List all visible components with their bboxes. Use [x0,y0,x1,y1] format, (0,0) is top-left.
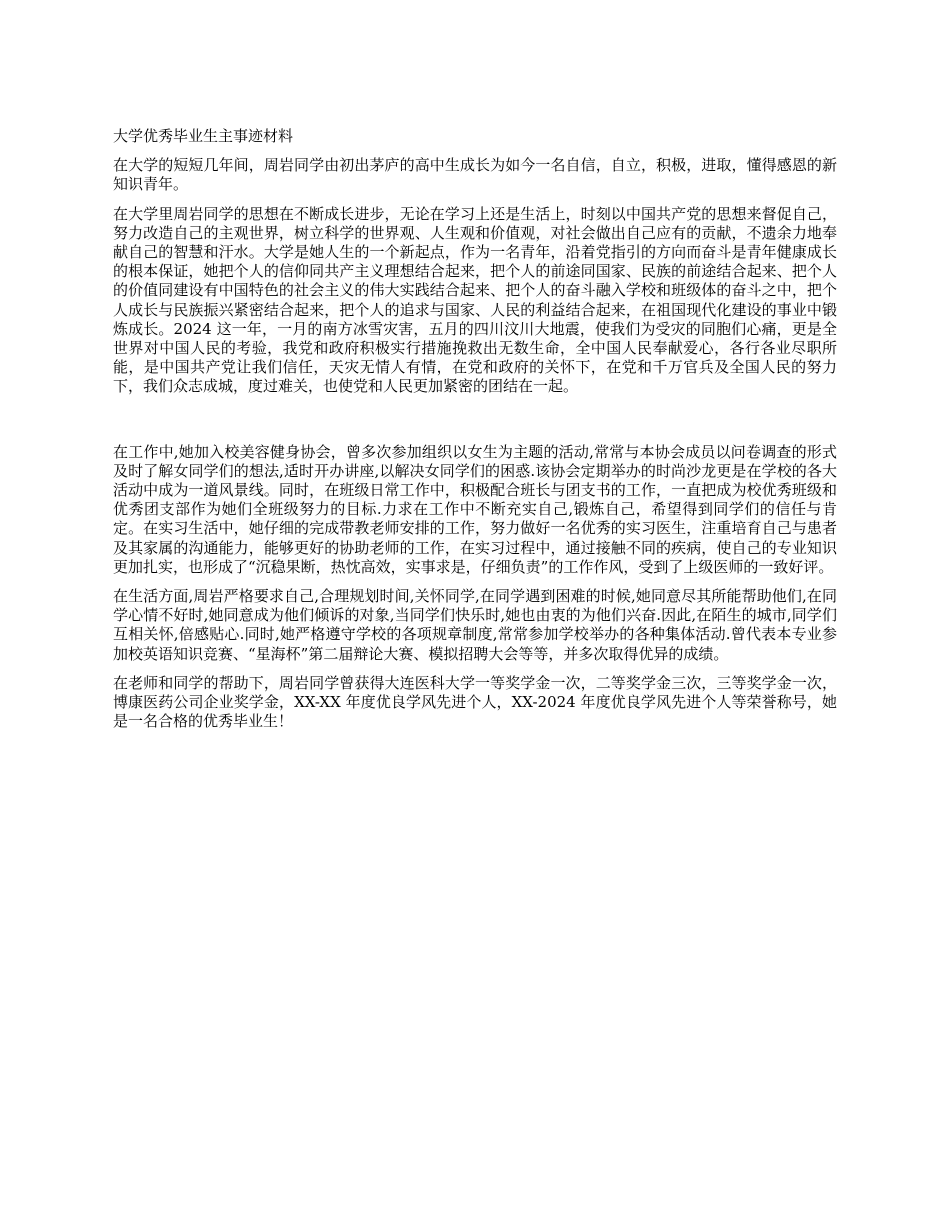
paragraph-thought: 在大学里周岩同学的思想在不断成长进步，无论在学习上还是生活上，时刻以中国共产党的思想来督促自己，努力改造自己的主观世界，树立科学的世界观、人生观和价值观，对社会做出自己应有的贡献，不遗余力地奉献自己的智慧和汗水。大学是她人生的一个新起点，作为一名青年，沿着党指引的方向而奋斗是青年健康成长的根本保证，她把个人的信仰同共产主义理想结合起来，把个人的前途同国家、民族的前途结合起来、把个人的价值同建设有中国特色的社会主义的伟大实践结合起来、把个人的奋斗融入学校和班级体的奋斗之中，把个人成长与民族振兴紧密结合起来，把个人的追求与国家、人民的利益结合起来，在祖国现代化建设的事业中锻炼成长。2024 这一年，一月的南方冰雪灾害，五月的四川汶川大地震，使我们为受灾的同胞们心痛，更是全世界对中国人民的考验，我党和政府积极实行措施挽救出无数生命，全中国人民奉献爱心，各行各业尽职所能，是中国共产党让我们信任，天灾无情人有情，在党和政府的关怀下，在党和千万官兵及全国人民的努力下，我们众志成城，度过难关，也使党和人民更加紧密的团结在一起。 [113,204,837,396]
paragraph-life: 在生活方面,周岩严格要求自己,合理规划时间,关怀同学,在同学遇到困难的时候,她同意尽其所能帮助他们,在同学心情不好时,她同意成为他们倾诉的对象,当同学们快乐时,她也由衷的为他们兴奋.因此,在陌生的城市,同学们互相关怀,倍感贴心.同时,她严格遵守学校的各项规章制度,常常参加学校举办的各种集体活动.曾代表本专业参加校英语知识竞赛、“星海杯”第二届辩论大赛、模拟招聘大会等等，并多次取得优异的成绩。 [113,587,837,663]
document-page [113,127,837,741]
paragraph-work: 在工作中,她加入校美容健身协会，曾多次参加组织以女生为主题的活动,常常与本协会成员以问卷调查的形式及时了解女同学们的想法,适时开办讲座,以解决女同学们的困惑.该协会定期举办的时尚沙龙更是在学校的各大活动中成为一道风景线。同时，在班级日常工作中，积极配合班长与团支书的工作，一直把成为校优秀班级和优秀团支部作为她们全班级努力的目标.力求在工作中不断充实自己,锻炼自己，希望得到同学们的信任与肯定。在实习生活中，她仔细的完成带教老师安排的工作，努力做好一名优秀的实习医生，注重培育自己与患者及其家属的沟通能力，能够更好的协助老师的工作，在实习过程中，通过接触不同的疾病，使自己的专业知识更加扎实，也形成了“沉稳果断，热忱高效，实事求是，仔细负责”的工作作风，受到了上级医师的一致好评。 [113,442,837,576]
document-title: 大学优秀毕业生主事迹材料 [113,127,294,145]
paragraph-spacer [113,407,837,443]
paragraph-intro: 在大学的短短几年间，周岩同学由初出茅庐的高中生成长为如今一名自信，自立，积极，进取，懂得感恩的新知识青年。 [113,156,837,194]
paragraph-awards: 在老师和同学的帮助下，周岩同学曾获得大连医科大学一等奖学金一次，二等奖学金三次，三等奖学金一次，博康医药公司企业奖学金，XX-XX 年度优良学风先进个人，XX-2024 年度优良学风先进个人等荣誉称号，她是一名合格的优秀毕业生！ [113,673,837,731]
